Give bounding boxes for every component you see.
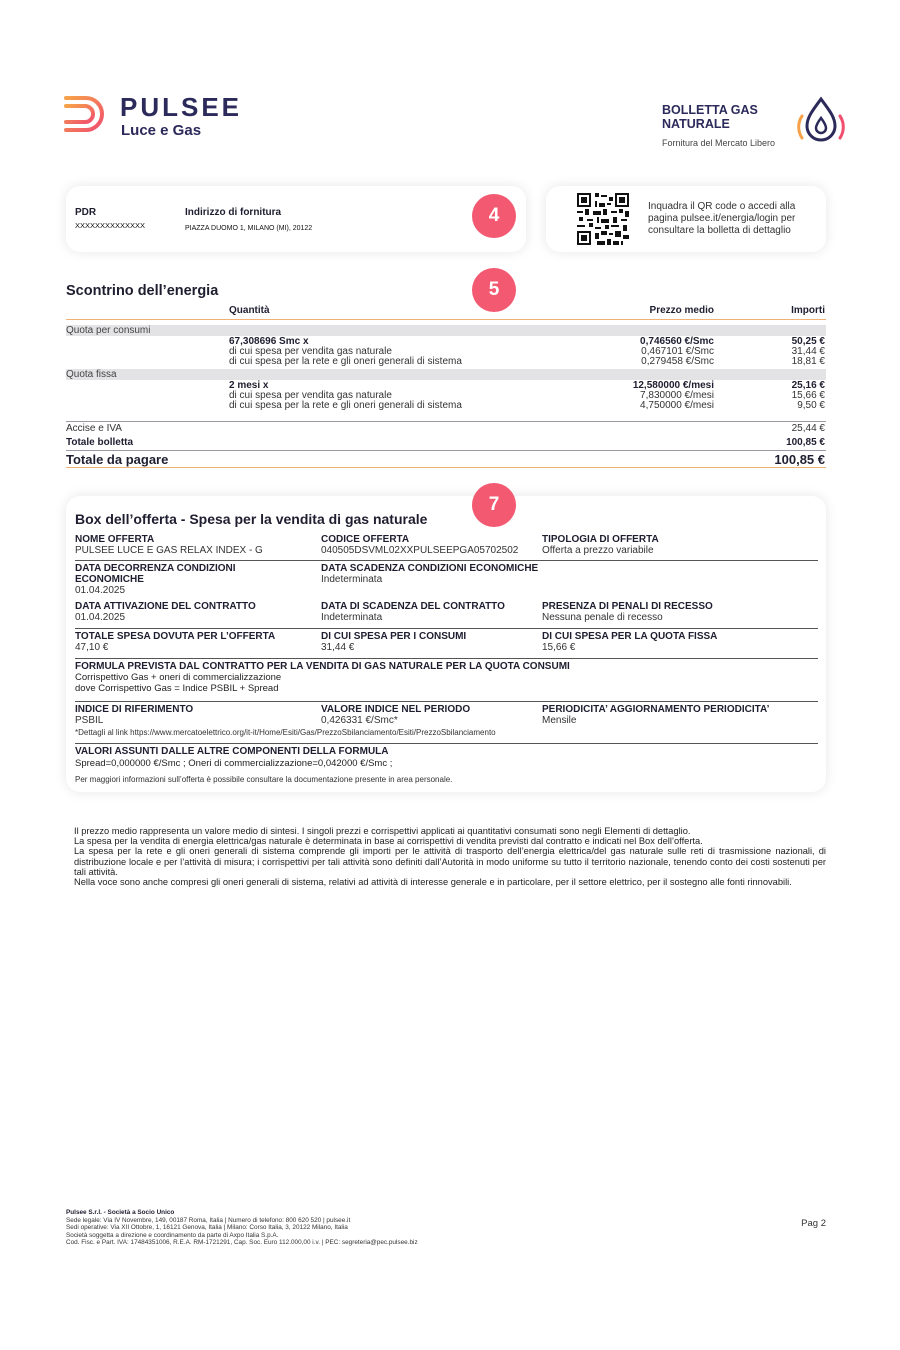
fixed-price1: 7,830000 €/mesi xyxy=(640,390,714,401)
total-pay-label: Totale da pagare xyxy=(66,452,169,467)
total-due-label: TOTALE SPESA DOVUTA PER L’OFFERTA xyxy=(75,631,276,642)
offer-row-totals xyxy=(75,628,818,656)
document-type xyxy=(662,103,802,148)
step-badge-4: 4 xyxy=(472,194,516,238)
offer-row-formula xyxy=(75,658,818,702)
offer-row-other-values xyxy=(75,743,818,783)
offer-fixed-value: 15,66 € xyxy=(542,642,576,653)
total-bill-row xyxy=(66,436,826,450)
offer-code-value: 040505DSVML02XXPULSEEPGA05702502 xyxy=(321,545,519,556)
step-badge-7: 7 xyxy=(472,483,516,527)
page-number: Pag 2 xyxy=(801,1218,826,1229)
total-pay-value: 100,85 € xyxy=(774,452,825,467)
fixed-price: 12,580000 €/mesi xyxy=(632,380,714,391)
footer-line-4: Cod. Fisc. e Part. IVA: 17484351006, R.E.A. RM-1721291, Cap. Soc. Euro 112.000,00 i.v. | PEC: segreteria@pec.pulsee.biz xyxy=(66,1239,418,1247)
qr-card xyxy=(546,186,826,252)
pdr-label: PDR xyxy=(75,207,97,218)
doc-title-line2: NATURALE xyxy=(662,117,730,131)
offer-name-value: PULSEE LUCE E GAS RELAX INDEX - G xyxy=(75,545,263,556)
consumption-row xyxy=(66,336,826,369)
other-values-label: VALORI ASSUNTI DALLE ALTRE COMPONENTI DELLA FORMULA xyxy=(75,746,389,757)
offer-more-info: Per maggiori informazioni sull’offerta è possibile consultare la documentazione presente in area personale. xyxy=(75,774,453,784)
contract-end-label: DATA DI SCADENZA DEL CONTRATTO xyxy=(321,601,505,612)
consumption-amount1: 31,44 € xyxy=(791,346,825,357)
address-label: Indirizzo di fornitura xyxy=(185,207,282,218)
energy-receipt xyxy=(66,304,826,468)
end-cond-label: DATA SCADENZA CONDIZIONI ECONOMICHE xyxy=(321,563,539,574)
pdr-value: XXXXXXXXXXXXXX xyxy=(75,221,146,230)
start-cond-label-1: DATA DECORRENZA CONDIZIONI xyxy=(75,563,236,574)
total-bill-value: 100,85 € xyxy=(786,437,825,448)
index-details-link[interactable]: *Dettagli al link https://www.mercatoelettrico.org/it-it/Home/Esiti/Gas/PrezzoSbilanciamento/Esiti/PrezzoSbilanciamento xyxy=(75,728,496,737)
note-3: La spesa per la rete e gli oneri generali di sistema comprende gli importi per le attività di trasporto dell’energia elettrica/del gas naturale sulle reti di trasmissione nazionali, di distribuzione locale e per l’attività di misura; i corrispettivi per tali attività sono definiti dall’Autorità in modo uniforme su tutto il territorio nazionale, tenendo conto dei costi sostenuti per tali attività. xyxy=(74,846,826,877)
consumption-price: 0,746560 €/Smc xyxy=(640,336,714,347)
periodicity-label: PERIODICITA’ AGGIORNAMENTO PERIODICITA’ xyxy=(542,704,770,715)
offer-type-label: TIPOLOGIA DI OFFERTA xyxy=(542,534,659,545)
formula-label: FORMULA PREVISTA DAL CONTRATTO PER LA VENDITA DI GAS NATURALE PER LA QUOTA CONSUMI xyxy=(75,661,570,672)
index-label: INDICE DI RIFERIMENTO xyxy=(75,704,194,715)
legal-footer xyxy=(66,1209,626,1247)
activation-value: 01.04.2025 xyxy=(75,612,126,623)
supply-card xyxy=(66,186,526,252)
fixed-amount: 25,16 € xyxy=(791,380,825,391)
index-period-value: 0,426331 €/Smc* xyxy=(321,715,398,726)
fixed-qty: 2 mesi x xyxy=(229,380,269,391)
fixed-amount2: 9,50 € xyxy=(797,400,825,411)
total-bill-label: Totale bolletta xyxy=(66,437,134,448)
receipt-totals xyxy=(66,421,826,468)
footer-line-1: Sede legale: Via IV Novembre, 149, 00187 Roma, Italia | Numero di telefono: 800 620 520 | pulsee.it xyxy=(66,1216,351,1224)
offer-row-contract xyxy=(75,599,818,626)
offer-row-conditions xyxy=(75,560,818,600)
consumption-price2: 0,279458 €/Smc xyxy=(641,356,714,367)
excise-label: Accise e IVA xyxy=(66,423,122,434)
consumption-amount: 50,25 € xyxy=(791,336,825,347)
offer-code-label: CODICE OFFERTA xyxy=(321,534,410,545)
start-cond-label-2: ECONOMICHE xyxy=(75,574,144,585)
offer-row-index xyxy=(75,701,818,739)
penalty-label: PRESENZA DI PENALI DI RECESSO xyxy=(542,601,713,612)
footer-company: Pulsee S.r.l. - Società a Socio Unico xyxy=(66,1209,175,1216)
offer-consumption-label: DI CUI SPESA PER I CONSUMI xyxy=(321,631,467,642)
consumption-sub1: di cui spesa per vendita gas naturale xyxy=(229,346,392,357)
step-badge-5: 5 xyxy=(472,268,516,312)
fixed-band xyxy=(66,369,826,380)
gas-flame-icon xyxy=(796,96,846,146)
qr-instructions: Inquadra il QR code o accedi alla pagina pulsee.it/energia/login per consultare la bolletta di dettaglio xyxy=(648,201,796,236)
fixed-band-label: Quota fissa xyxy=(66,369,117,380)
offer-box xyxy=(66,496,826,792)
footer-line-2: Sedi operative: Via XII Ottobre, 1, 16121 Genova, Italia | Milano: Corso Italia, 3, 20122 Milano, Italia xyxy=(66,1224,348,1232)
offer-title: Box dell’offerta - Spesa per la vendita di gas naturale xyxy=(75,511,428,527)
penalty-value: Nessuna penale di recesso xyxy=(542,612,663,623)
address-value: PIAZZA DUOMO 1, MILANO (MI), 20122 xyxy=(185,225,313,232)
note-4: Nella voce sono anche compresi gli oneri generali di sistema, relativi ad attività di interesse generale e in particolare, per il settore elettrico, per il sostegno alle fonti rinnovabili. xyxy=(74,877,792,888)
consumption-band-label: Quota per consumi xyxy=(66,325,151,336)
total-pay-row xyxy=(66,450,826,468)
explanatory-notes xyxy=(74,826,826,887)
activation-label: DATA ATTIVAZIONE DEL CONTRATTO xyxy=(75,601,256,612)
fixed-price2: 4,750000 €/mesi xyxy=(640,400,714,411)
index-value: PSBIL xyxy=(75,715,104,726)
offer-type-value: Offerta a prezzo variabile xyxy=(542,545,654,556)
brand-name: PULSEE xyxy=(120,92,243,122)
fixed-sub2: di cui spesa per la rete e gli oneri generali di sistema xyxy=(229,400,462,411)
end-cond-value: Indeterminata xyxy=(321,574,383,585)
start-cond-value: 01.04.2025 xyxy=(75,585,126,596)
offer-row-name xyxy=(75,532,818,558)
offer-name-label: NOME OFFERTA xyxy=(75,534,155,545)
formula-line-2: dove Corrispettivo Gas = Indice PSBIL + Spread xyxy=(75,682,279,694)
periodicity-value: Mensile xyxy=(542,715,577,726)
consumption-price1: 0,467101 €/Smc xyxy=(641,346,714,357)
index-period-label: VALORE INDICE NEL PERIODO xyxy=(321,704,471,715)
receipt-header xyxy=(66,304,826,320)
col-amounts: Importi xyxy=(791,305,825,316)
note-2: La spesa per la vendita di energia elettrica/gas naturale è determinata in base ai corrispettivi di vendita previsti dal contratto e indicati nel Box dell’offerta. xyxy=(74,836,703,847)
footer-line-3: Società soggetta a direzione e coordinamento da parte di Axpo Italia S.p.A. xyxy=(66,1231,279,1239)
fixed-row xyxy=(66,380,826,413)
offer-fixed-label: DI CUI SPESA PER LA QUOTA FISSA xyxy=(542,631,718,642)
excise-row xyxy=(66,422,826,436)
consumption-qty: 67,308696 Smc x xyxy=(229,336,309,347)
fixed-amount1: 15,66 € xyxy=(791,390,825,401)
pulsee-logo-icon xyxy=(64,94,104,134)
contract-end-value: Indeterminata xyxy=(321,612,383,623)
total-due-value: 47,10 € xyxy=(75,642,109,653)
formula-line-1: Corrispettivo Gas + oneri di commercializzazione xyxy=(75,672,282,683)
note-1: Il prezzo medio rappresenta un valore medio di sintesi. I singoli prezzi e corrispettivi applicati ai quantitativi consumati sono negli Elementi di dettaglio. xyxy=(74,826,691,836)
doc-subtitle: Fornitura del Mercato Libero xyxy=(662,138,776,148)
fixed-sub1: di cui spesa per vendita gas naturale xyxy=(229,390,392,401)
offer-consumption-value: 31,44 € xyxy=(321,642,355,653)
qr-code-icon[interactable] xyxy=(577,193,629,245)
doc-title-line1: BOLLETTA GAS xyxy=(662,103,758,117)
receipt-title: Scontrino dell’energia xyxy=(66,283,219,299)
consumption-sub2: di cui spesa per la rete e gli oneri generali di sistema xyxy=(229,356,462,367)
brand-subtitle: Luce e Gas xyxy=(121,122,202,139)
other-values-value: Spread=0,000000 €/Smc ; Oneri di commercializzazione=0,042000 €/Smc ; xyxy=(75,758,393,769)
excise-value: 25,44 € xyxy=(791,423,825,434)
consumption-amount2: 18,81 € xyxy=(791,356,825,367)
consumption-band xyxy=(66,325,826,336)
col-quantity: Quantità xyxy=(229,305,270,316)
col-avg-price: Prezzo medio xyxy=(649,305,714,316)
